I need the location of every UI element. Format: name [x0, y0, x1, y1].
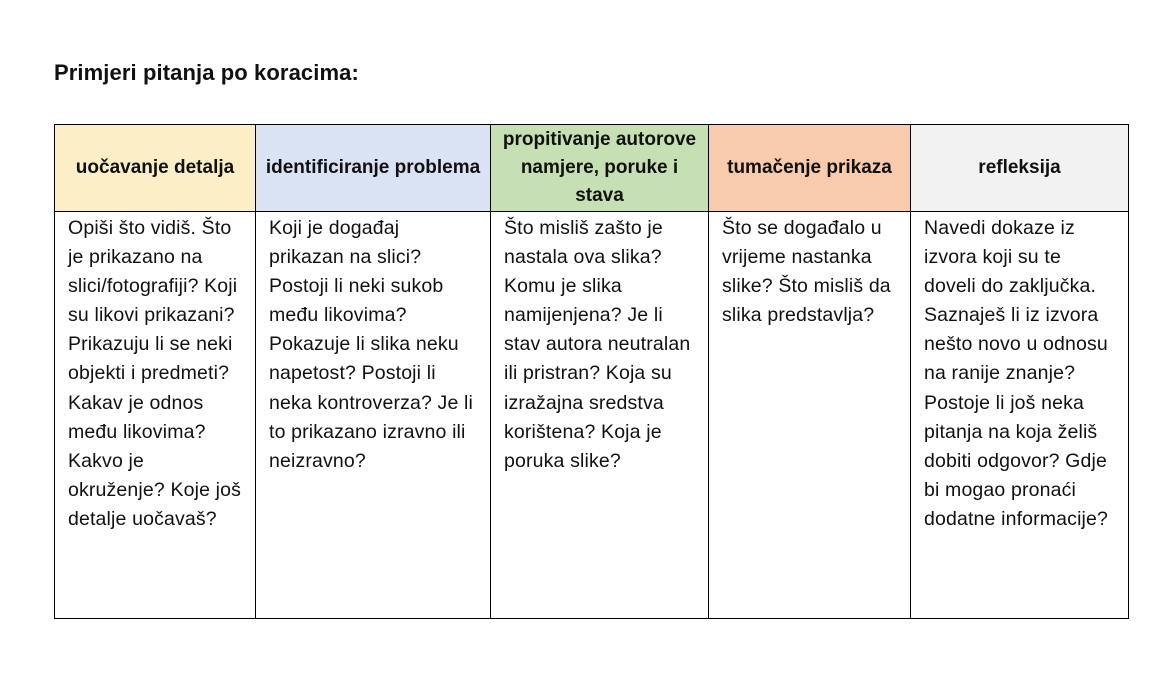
- cell-identificiranje-problema: Koji je događaj prikazan na slici? Postoji li neki sukob među likovima? Pokazuje li slika neku napetost? Postoji li neka kontroverza? Je li to prikazano izravno ili neizravno?: [256, 212, 491, 619]
- header-uocavanje-detalja: uočavanje detalja: [55, 125, 256, 212]
- cell-refleksija: Navedi dokaze iz izvora koji su te doveli do zaključka. Saznaješ li iz izvora nešto novo u odnosu na ranije znanje? Postoje li još neka pitanja na koja želiš dobiti odgovor? Gdje bi mogao pronaći dodatne informacije?: [911, 212, 1129, 619]
- page-title: Primjeri pitanja po koracima:: [54, 60, 359, 85]
- questions-row: [55, 212, 1129, 619]
- header-propitivanje-namjere: propitivanje autorove namjere, poruke i stava: [491, 125, 709, 212]
- cell-uocavanje-detalja: Opiši što vidiš. Što je prikazano na slici/fotografiji? Koji su likovi prikazani? Prikazuju li se neki objekti i predmeti? Kakav je odnos među likovima? Kakvo je okruženje? Koje još detalje uočavaš?: [55, 212, 256, 619]
- cell-propitivanje-namjere: Što misliš zašto je nastala ova slika? Komu je slika namijenjena? Je li stav autora neutralan ili pristran? Koja su izražajna sredstva korištena? Koja je poruka slike?: [491, 212, 709, 619]
- header-row: [55, 125, 1129, 212]
- header-identificiranje-problema: identificiranje problema: [256, 125, 491, 212]
- header-tumacenje-prikaza: tumačenje prikaza: [709, 125, 911, 212]
- questions-table: [54, 124, 1129, 619]
- cell-tumacenje-prikaza: Što se događalo u vrijeme nastanka slike? Što misliš da slika predstavlja?: [709, 212, 911, 619]
- header-refleksija: refleksija: [911, 125, 1129, 212]
